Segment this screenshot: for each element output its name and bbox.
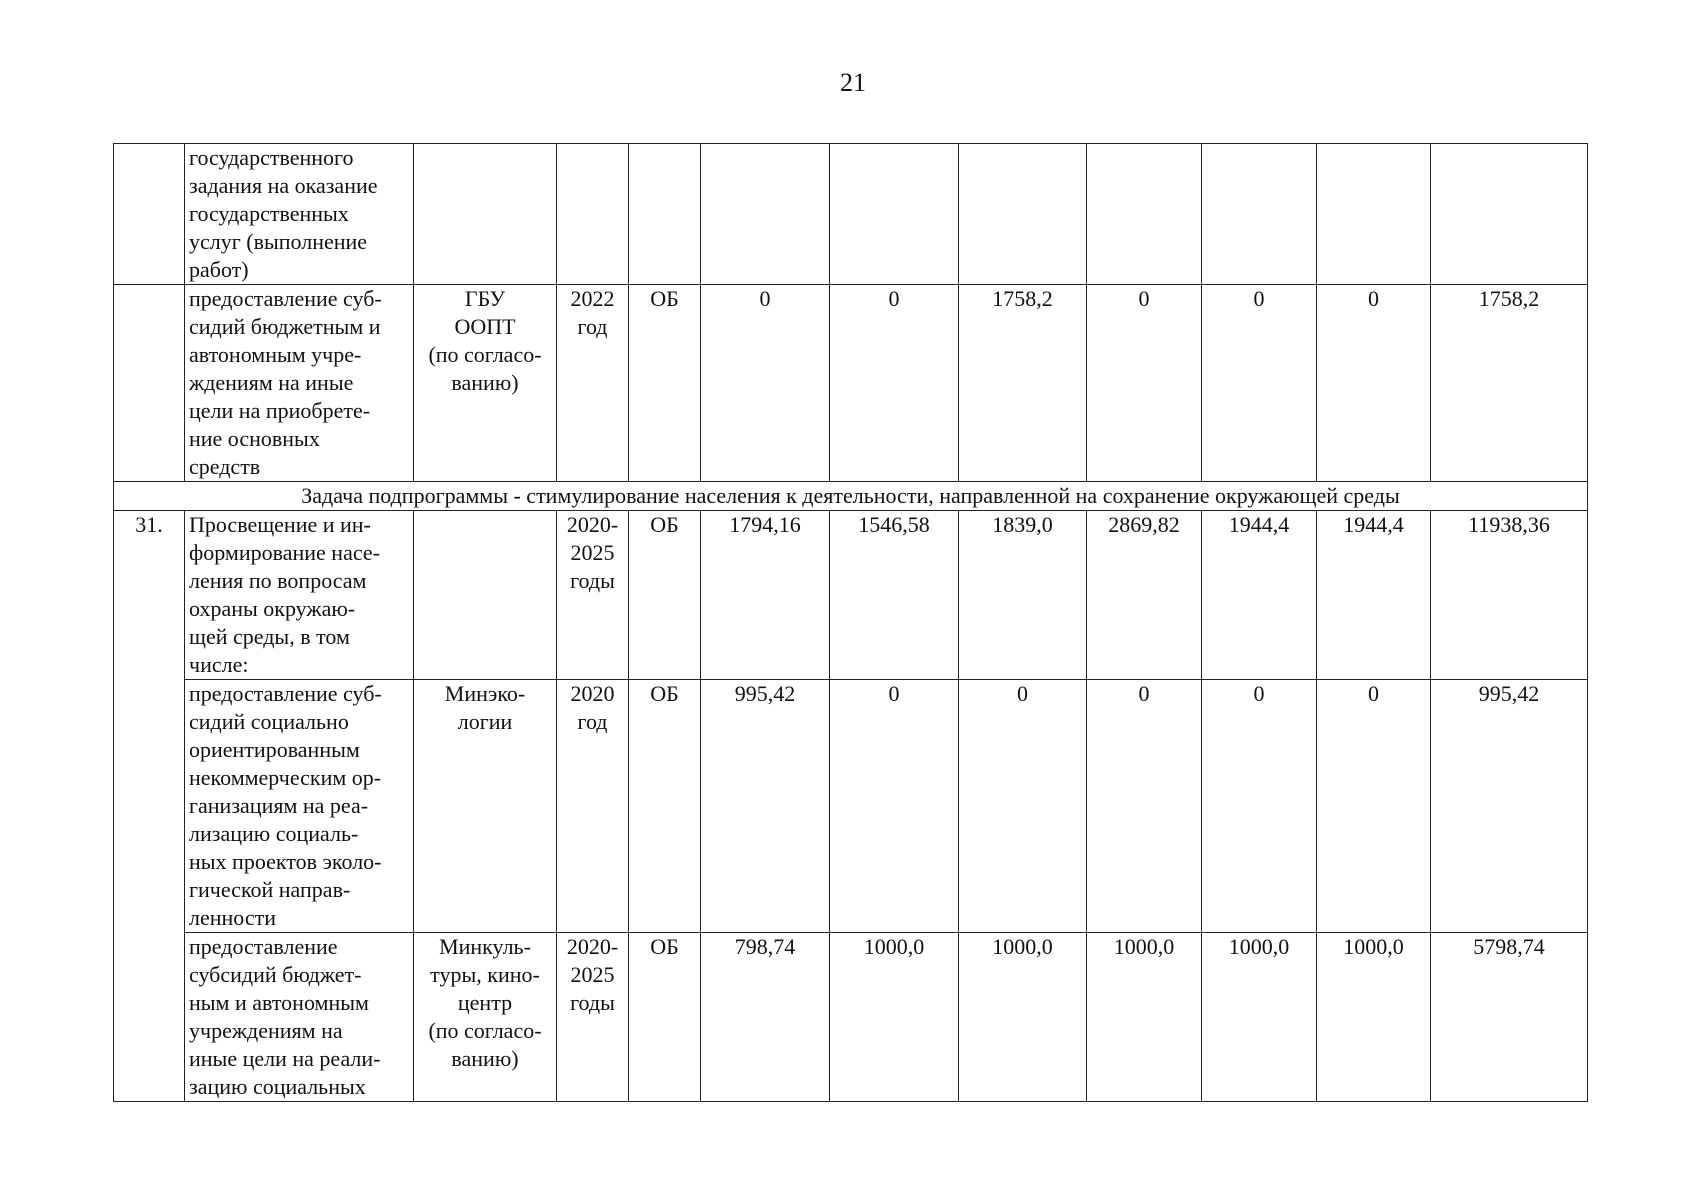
funding-source: ОБ	[629, 933, 701, 1102]
funding-source	[629, 144, 701, 285]
period	[557, 144, 629, 285]
activity-name: государственного задания на оказание государственных услуг (выполнение работ)	[185, 144, 414, 285]
page-number: 21	[840, 68, 866, 97]
activity-name: Просвещение и ин- формирование насе- ления по вопросам охраны окружаю- щей среды, в том числе:	[185, 511, 414, 680]
table-row	[114, 511, 1588, 680]
activity-name: предоставление субсидий бюджет- ным и автономным учреждениям на иные цели на реали- зацию социальных	[185, 933, 414, 1102]
executor: ГБУ ООПТ (по согласо- ванию)	[414, 285, 557, 482]
period: 2020 год	[557, 680, 629, 933]
total-cell	[1431, 144, 1588, 285]
budget-table	[113, 143, 1588, 1102]
value-cell	[1202, 144, 1317, 285]
value-cell: 1758,2	[959, 285, 1087, 482]
value-cell: 1000,0	[959, 933, 1087, 1102]
value-cell	[1087, 144, 1202, 285]
value-cell: 0	[830, 680, 959, 933]
period: 2020- 2025 годы	[557, 511, 629, 680]
value-cell	[959, 144, 1087, 285]
table-row	[114, 680, 1588, 933]
value-cell: 0	[1317, 285, 1431, 482]
row-number: 31.	[114, 511, 185, 1102]
value-cell: 1000,0	[1202, 933, 1317, 1102]
activity-name: предоставление суб- сидий бюджетным и автономным учре- ждениям на иные цели на приобрете- ние основных средств	[185, 285, 414, 482]
value-cell: 0	[1202, 285, 1317, 482]
executor	[414, 144, 557, 285]
value-cell: 1000,0	[830, 933, 959, 1102]
value-cell: 2869,82	[1087, 511, 1202, 680]
funding-source: ОБ	[629, 511, 701, 680]
task-heading-row	[114, 482, 1588, 511]
value-cell: 0	[1087, 680, 1202, 933]
table-row	[114, 933, 1588, 1102]
executor	[414, 511, 557, 680]
value-cell: 1944,4	[1317, 511, 1431, 680]
value-cell: 1944,4	[1202, 511, 1317, 680]
row-number	[114, 144, 185, 285]
value-cell: 0	[830, 285, 959, 482]
value-cell: 1839,0	[959, 511, 1087, 680]
value-cell: 1546,58	[830, 511, 959, 680]
period: 2022 год	[557, 285, 629, 482]
period: 2020- 2025 годы	[557, 933, 629, 1102]
table-row	[114, 144, 1588, 285]
value-cell: 1794,16	[701, 511, 830, 680]
value-cell: 0	[1317, 680, 1431, 933]
executor: Минкуль- туры, кино- центр (по согласо- ванию)	[414, 933, 557, 1102]
value-cell: 0	[1087, 285, 1202, 482]
value-cell: 0	[959, 680, 1087, 933]
activity-name: предоставление суб- сидий социально ориентированным некоммерческим ор- ганизациям на реа- лизацию социаль- ных проектов эколо- гической направ- ленности	[185, 680, 414, 933]
funding-source: ОБ	[629, 285, 701, 482]
value-cell: 0	[701, 285, 830, 482]
executor: Минэко- логии	[414, 680, 557, 933]
total-cell: 1758,2	[1431, 285, 1588, 482]
value-cell: 798,74	[701, 933, 830, 1102]
value-cell: 1000,0	[1317, 933, 1431, 1102]
funding-source: ОБ	[629, 680, 701, 933]
value-cell	[830, 144, 959, 285]
value-cell: 995,42	[701, 680, 830, 933]
value-cell	[701, 144, 830, 285]
total-cell: 11938,36	[1431, 511, 1588, 680]
value-cell: 0	[1202, 680, 1317, 933]
table-row	[114, 285, 1588, 482]
task-heading: Задача подпрограммы - стимулирование населения к деятельности, направленной на сохранение окружающей среды	[114, 482, 1588, 511]
row-number	[114, 285, 185, 482]
value-cell	[1317, 144, 1431, 285]
total-cell: 995,42	[1431, 680, 1588, 933]
total-cell: 5798,74	[1431, 933, 1588, 1102]
value-cell: 1000,0	[1087, 933, 1202, 1102]
